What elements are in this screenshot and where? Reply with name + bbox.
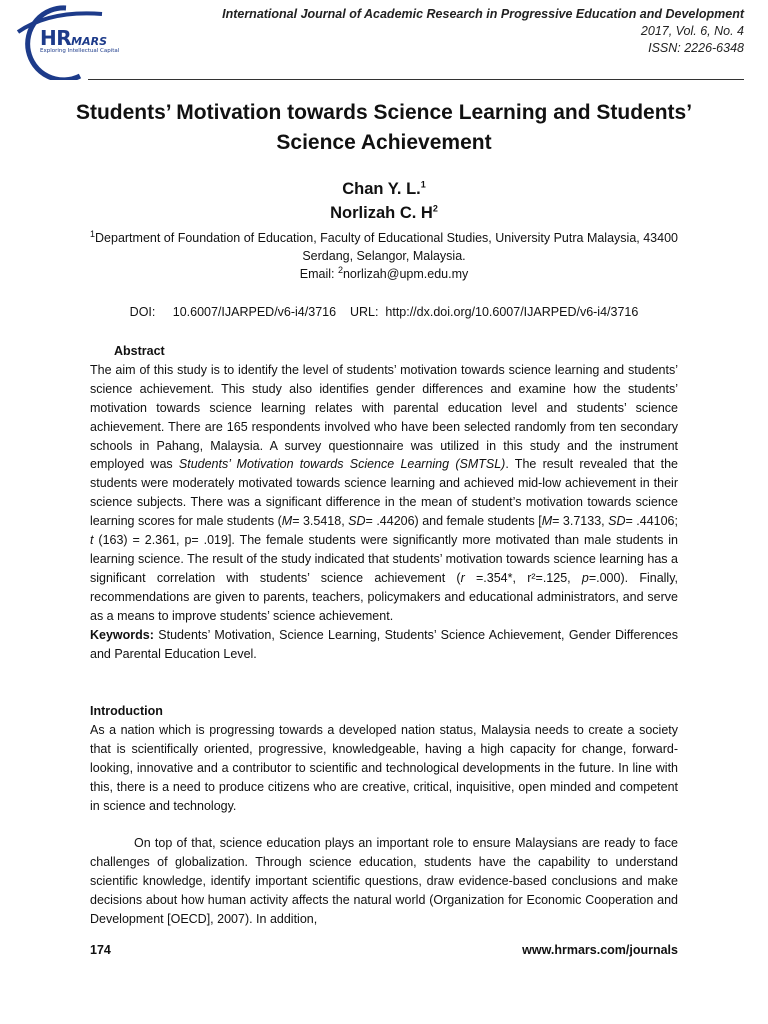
paper-title: Students’ Motivation towards Science Learning and Students’ Science Achievement — [75, 101, 693, 154]
intro-paragraph-1: As a nation which is progressing towards a developed nation status, Malaysia needs to create a society that is scientifically oriented, progressive, knowledgeable, having a high capacity for change, forward-looking, innovative and a contributor to scientific and technological developments in the future. In line with this, there is a need to produce citizens who are creative, critical, inquisitive, open minded and competent in science and technology. — [90, 722, 678, 813]
journal-name: International Journal of Academic Research in Progressive Education and Development — [222, 7, 744, 21]
email-link[interactable]: norlizah@upm.edu.my — [342, 267, 469, 281]
abstract-paragraph: The aim of this study is to identify the level of students’ motivation towards science learning and students’ science achievement. This study also identifies gender differences and examine how the students’ motivation towards science learning relates with parental education level and students’ science achievement. There are 165 respondents involved who have been selected randomly from ten secondary schools in Pahang, Malaysia. A survey questionnaire was utilized in this study and the instrument employed was Students’ Motivation towards Science Learning (SMTSL). The result revealed that the students were moderately motivated towards science learning and achieved mid-low achievement in their science subjects. There was a significant difference in the mean of student’s motivation towards science learning scores for male students (M= 3.5418, SD= .44206) and female students [M= 3.7133, SD= .44106; t (163) = 2.361, p= .019]. The female students were significantly more motivated than male students in learning science. The result of the study indicated that students’ motivation towards science learning has a significant correlation with students’ science achievement (r =.354*, r²=.125, p=.000). Finally, recommendations are given to parents, teachers, policymakers and educational administrators, and serve as a means to improve students’ science achievement. — [90, 362, 678, 623]
url-label: URL: — [349, 305, 379, 319]
journal-volume: 2017, Vol. 6, No. 4 — [640, 24, 744, 38]
journal-site-link[interactable]: www.hrmars.com/journals — [522, 943, 678, 957]
keywords: Keywords: Students’ Motivation, Science Learning, Students’ Science Achievement, Gender Differences and Parental Education Level. — [90, 627, 678, 661]
page-number: 174 — [90, 943, 111, 957]
author-2: Norlizah C. $H^2$ — [330, 203, 438, 222]
doi-line — [0, 305, 768, 319]
url-link[interactable]: http://dx.doi.org/10.6007/IJARPED/v6-i4/3716 — [385, 305, 639, 319]
journal-issn: ISSN: 2226-6348 — [648, 41, 744, 55]
introduction-section — [90, 702, 678, 929]
logo-wordmark: HRMARS — [40, 26, 107, 50]
intro-paragraph-2: On top of that, science education plays an important role to ensure Malaysians are ready to face challenges of globalization. Through science education, students have the capability to understand scientific knowledge, identify important scientific questions, draw evidence-based conclusions and make decisions about how human activity affects the natural world (Organization for Economic Cooperation and Development [OECD], 2007). In addition, — [90, 836, 678, 926]
email-line: Email: $^2$norlizah@upm.edu.my — [299, 264, 469, 281]
doi-value[interactable]: 10.6007/IJARPED/v6-i4/3716 — [172, 305, 337, 319]
doi-label: DOI: — [129, 305, 156, 319]
author-list — [0, 177, 768, 225]
author-1: Chan Y. L.$^1$ — [342, 179, 426, 198]
affiliation — [80, 229, 688, 283]
journal-header — [222, 6, 744, 57]
header-rule — [88, 79, 744, 80]
affiliation-text: $^1$Department of Foundation of Education, Faculty of Educational Studies, University Putra Malaysia, 43400 Serdang, Selangor, Malaysia. — [90, 228, 678, 263]
introduction-heading: Introduction — [90, 704, 163, 718]
publisher-logo — [10, 2, 126, 80]
abstract-heading: Abstract — [114, 344, 165, 358]
logo-tagline: Exploring Intellectual Capital — [40, 48, 120, 54]
abstract-section — [90, 342, 678, 663]
